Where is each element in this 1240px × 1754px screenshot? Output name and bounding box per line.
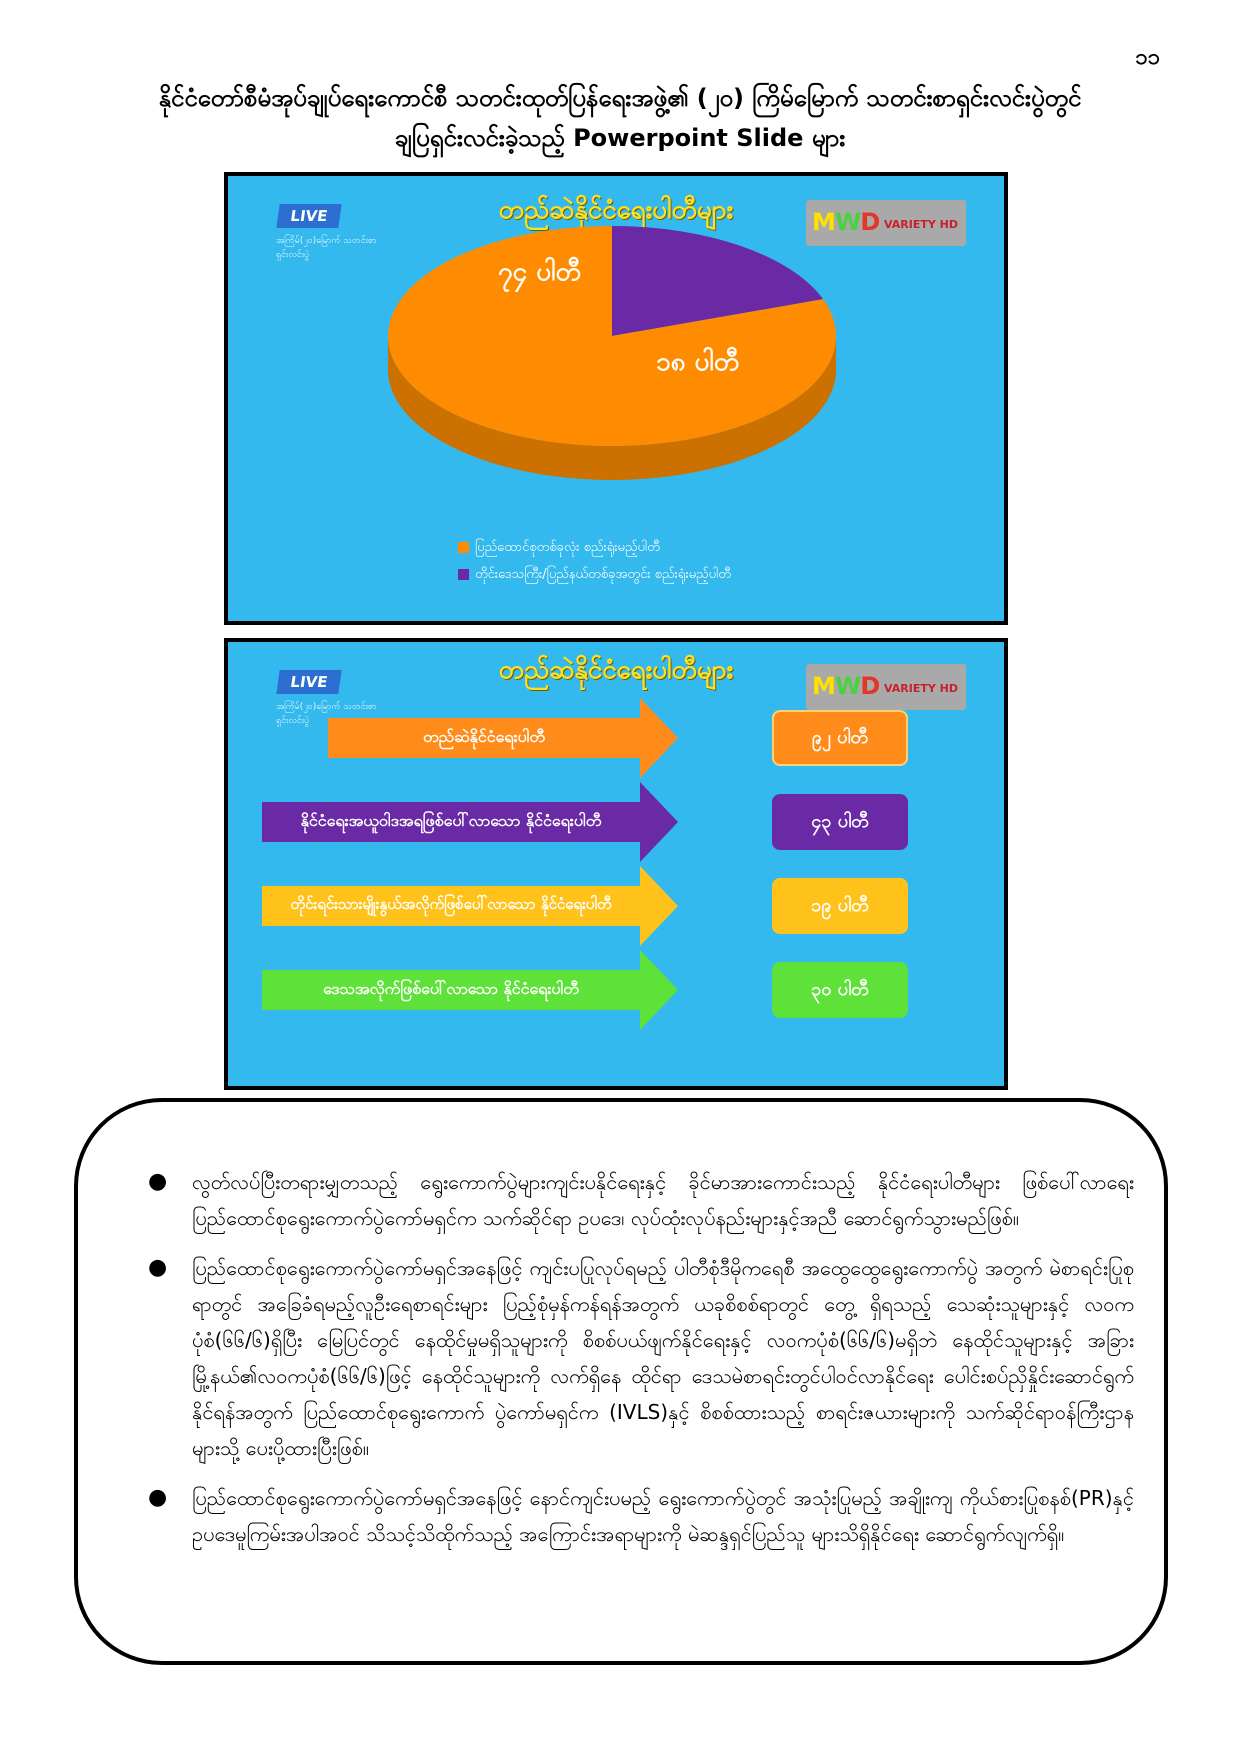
bullet-list: [148, 1164, 1134, 1566]
arrow-label-existing: တည်ဆဲနိုင်ငံရေးပါတီ: [423, 727, 545, 746]
live-subtitle: အကြိမ်(၂၀)မြောက် သတင်းစာရှင်းလင်းပွဲ: [276, 702, 377, 726]
slide-categories: [224, 638, 1008, 1090]
bullet-dot-icon: ●: [148, 1255, 168, 1280]
bullet-dot-icon: ●: [148, 1485, 168, 1510]
legend-item-regional: တိုင်းဒေသကြီး/ပြည်နယ်တစ်ခုအတွင်း စည်းရုံးမည့်ပါတီ: [458, 566, 731, 585]
bullet-dot-icon: ●: [148, 1169, 168, 1194]
bullet-item: ● လွတ်လပ်ပြီးတရားမျှတသည့် ရွေးကောက်ပွဲများကျင်းပနိုင်ရေးနှင့် ခိုင်မာအားကောင်းသည့် နိုင်ငံရေးပါတီများ ဖြစ်ပေါ်လာရေး ပြည်ထောင်စုရွေးကောက်ပွဲကော်မရှင်က သက်ဆိုင်ရာ ဥပဒေ၊ လုပ်ထုံးလုပ်နည်းများနှင့်အညီ ဆောင်ရွက်သွားမည်ဖြစ်။: [148, 1169, 1134, 1230]
header-line-1: နိုင်ငံတော်စီမံအုပ်ချုပ်ရေးကောင်စီ သတင်းထုတ်ပြန်ရေးအဖွဲ့၏ (၂၀) ကြိမ်မြောက် သတင်းစာရှင်းလင်းပွဲတွင်: [158, 84, 1082, 112]
slide-title: တည်ဆဲနိုင်ငံရေးပါတီများ: [498, 195, 734, 225]
live-badge: LIVE: [276, 204, 341, 228]
notes-box: [74, 1098, 1168, 1665]
page-header: [60, 78, 1180, 158]
arrow-label-ideology: နိုင်ငံရေးအယူဝါဒအရဖြစ်ပေါ်လာသော နိုင်ငံရေးပါတီ: [300, 811, 602, 830]
count-regional: ၃၀ ပါတီ: [772, 962, 908, 1018]
pie-label-nationwide: ၇၄ ပါတီ: [498, 257, 581, 287]
bullet-item: ● ပြည်ထောင်စုရွေးကောက်ပွဲကော်မရှင်အနေဖြင့် ကျင်းပပြုလုပ်ရမည့် ပါတီစုံဒီမိုကရေစီ အထွေထွေရွေးကောက်ပွဲ အတွက် မဲစာရင်းပြုစုရာတွင် အခြေခံရမည့်လူဦးရေစာရင်းများ ပြည့်စုံမှန်ကန်ရန်အတွက် ယခုစိစစ်ရာတွင် တွေ့ ရှိရသည့် သေဆုံးသူများနှင့် လဝကပုံစံ(၆၆/၆)ရှိပြီး မြေပြင်တွင် နေထိုင်မှုမရှိသူများကို စိစစ်ပယ်ဖျက်နိုင်ရေးနှင့် လဝကပုံစံ(၆၆/၆)မရှိဘဲ နေထိုင်သူများနှင့် အခြားမြို့နယ်၏လဝကပုံစံ(၆၆/၆)ဖြင့် နေထိုင်သူများကို လက်ရှိနေ ထိုင်ရာ ဒေသမဲစာရင်းတွင်ပါဝင်လာနိုင်ရေး ပေါင်းစပ်ညှိနှိုင်းဆောင်ရွက်နိုင်ရန်အတွက် ပြည်ထောင်စုရွေးကောက် ပွဲကော်မရှင်က (IVLS)နှင့် စိစစ်ထားသည့် စာရင်းဇယားများကို သက်ဆိုင်ရာဝန်ကြီးဌာနများသို့ ပေးပို့ထားပြီးဖြစ်။: [148, 1255, 1134, 1460]
legend-swatch-purple: [458, 569, 469, 580]
live-badge: LIVE: [276, 670, 341, 694]
legend-swatch-orange: [458, 542, 469, 553]
count-existing: ၉၂ ပါတီ: [772, 710, 908, 766]
legend-item-nationwide: ပြည်ထောင်စုတစ်ခုလုံး စည်းရုံးမည့်ပါတီ: [458, 539, 660, 558]
bullet-item: ● ပြည်ထောင်စုရွေးကောက်ပွဲကော်မရှင်အနေဖြင့် နောင်ကျင်းပမည့် ရွေးကောက်ပွဲတွင် အသုံးပြုမည့် အချိုးကျ ကိုယ်စားပြုစနစ်(PR)နှင့် ဥပဒေမူကြမ်းအပါအဝင် သိသင့်သိထိုက်သည့် အကြောင်းအရာများကို မဲဆန္ဒရှင်ပြည်သူ များသိရှိနိုင်ရေး ဆောင်ရွက်လျက်ရှိ။: [148, 1485, 1134, 1546]
slide-pie: [224, 172, 1008, 625]
channel-logo: [806, 664, 966, 710]
logo-variety: VARIETY HD: [884, 218, 958, 231]
logo-variety: VARIETY HD: [884, 682, 958, 695]
count-ideology: ၄၃ ပါတီ: [772, 794, 908, 850]
pie-label-regional: ၁၈ ပါတီ: [656, 347, 740, 377]
arrow-label-ethnic: တိုင်းရင်းသားမျိုးနွယ်အလိုက်ဖြစ်ပေါ်လာသော နိုင်ငံရေးပါတီ: [290, 895, 612, 913]
slide-title: တည်ဆဲနိုင်ငံရေးပါတီများ: [498, 655, 734, 685]
header-line-2: ချပြရှင်းလင်းခဲ့သည့် Powerpoint Slide များ: [394, 124, 846, 152]
live-subtitle: အကြိမ်(၂၀)မြောက် သတင်းစာရှင်းလင်းပွဲ: [276, 236, 377, 260]
count-ethnic: ၁၉ ပါတီ: [772, 878, 908, 934]
logo-mark: MWD: [812, 208, 880, 236]
logo-mark: MWD: [812, 672, 880, 700]
arrow-label-regional: ဒေသအလိုက်ဖြစ်ပေါ်လာသော နိုင်ငံရေးပါတီ: [323, 979, 579, 998]
page-number: ၁၁: [1135, 45, 1160, 70]
